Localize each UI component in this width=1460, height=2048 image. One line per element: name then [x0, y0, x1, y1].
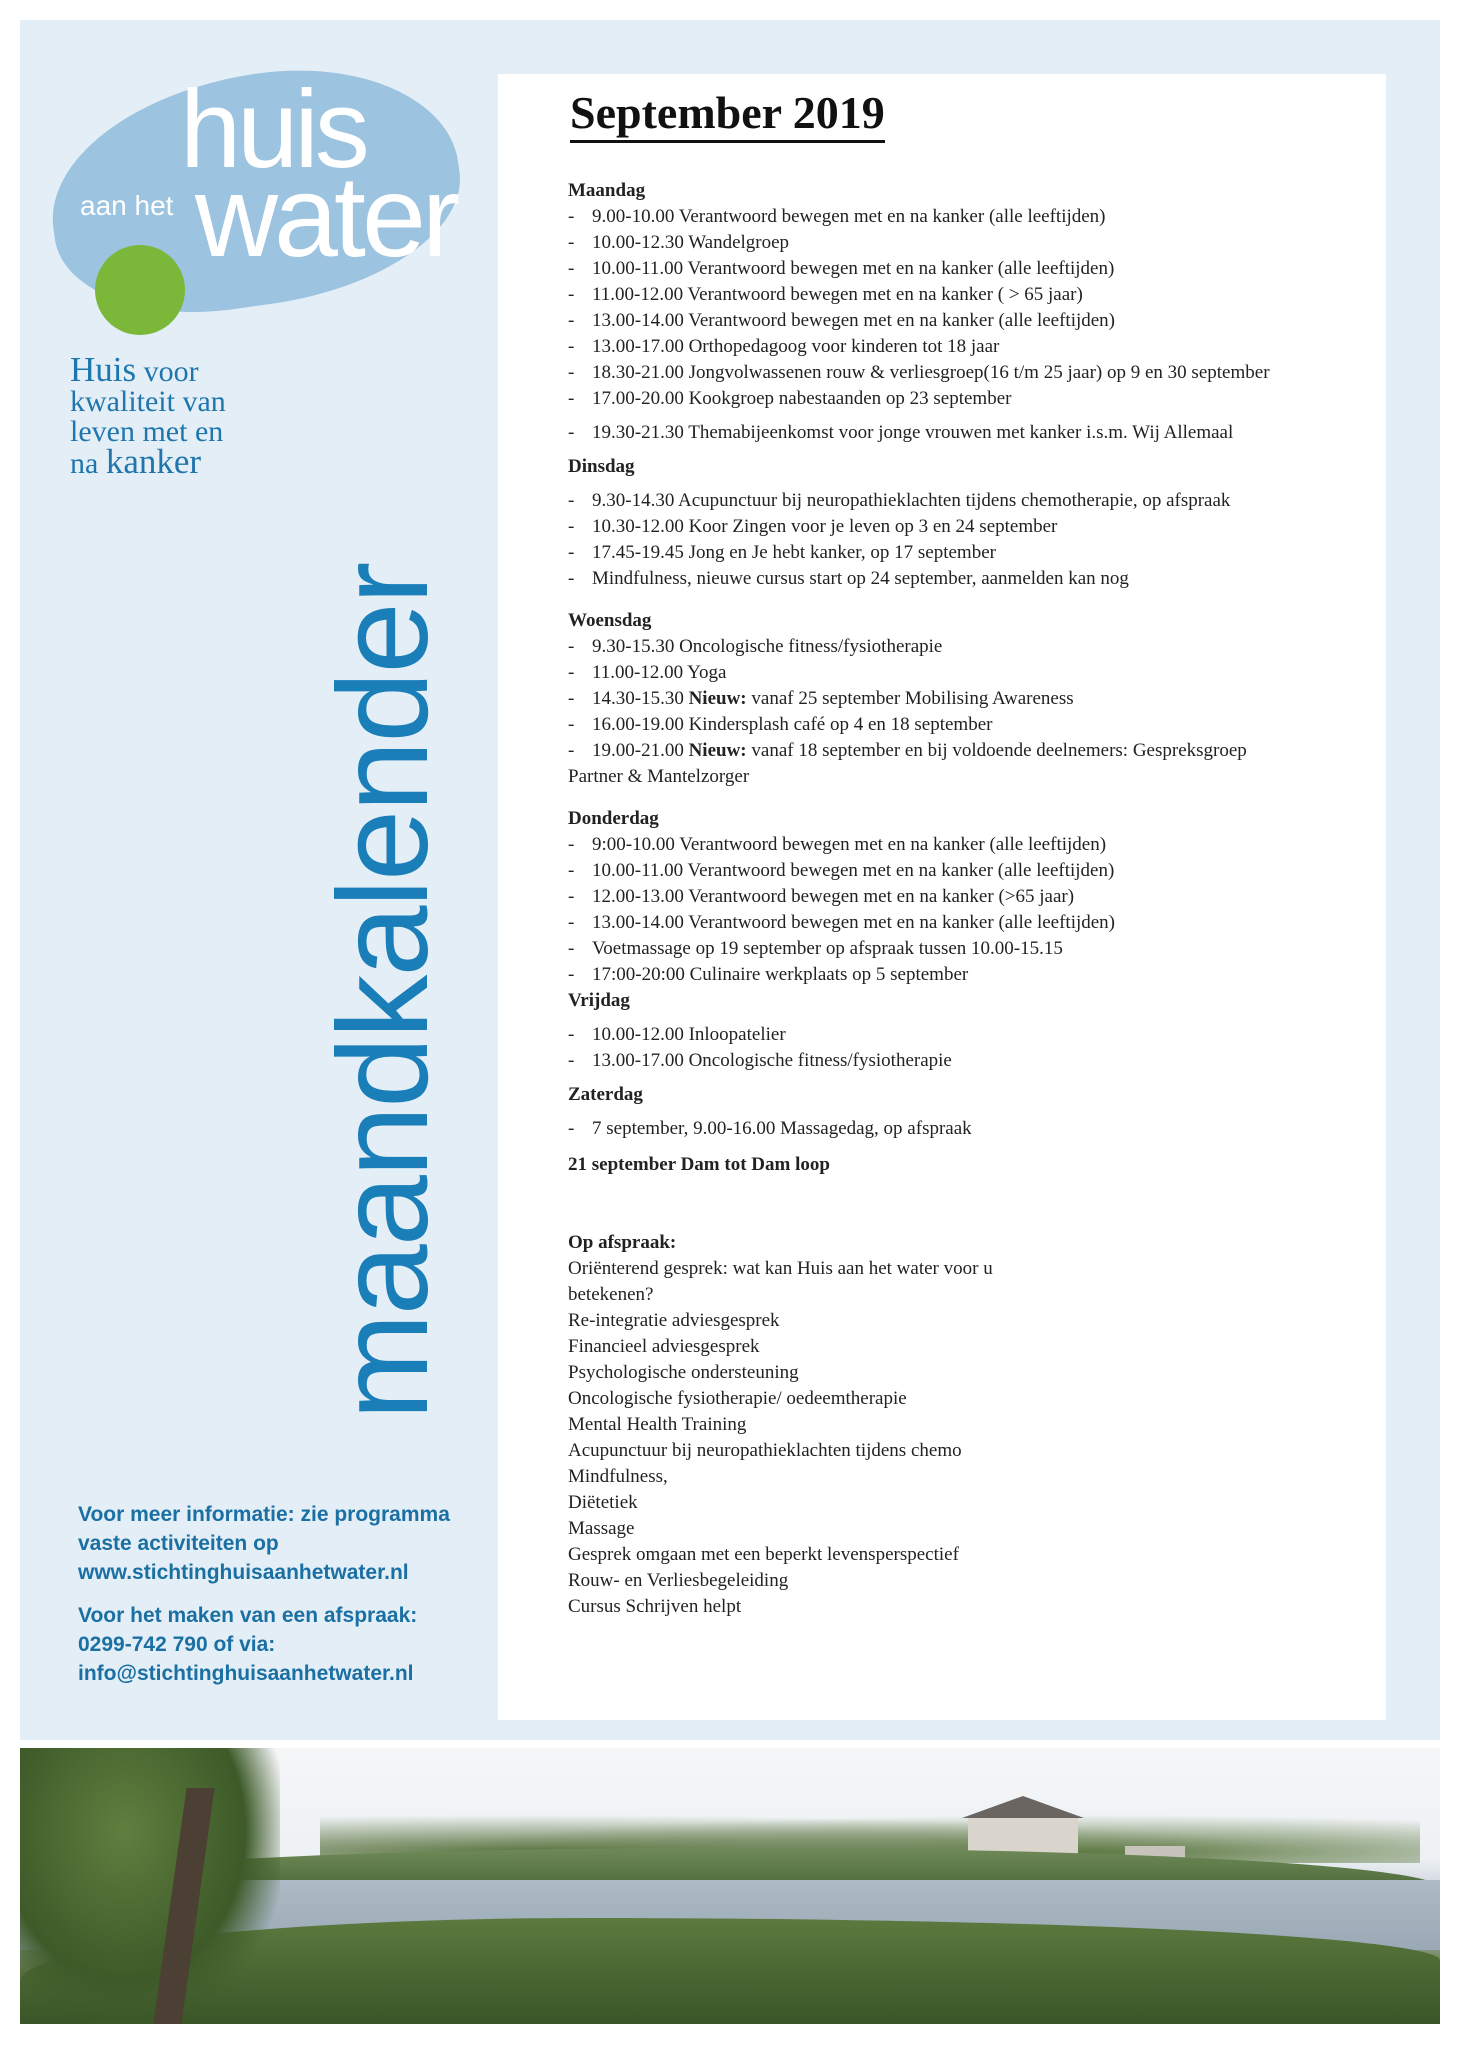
list-item: - 12.00-13.00 Verantwoord bewegen met en na kanker (>65 jaar) [568, 884, 1368, 910]
list-woensdag [568, 634, 1368, 764]
appointment-item: Rouw- en Verliesbegeleiding [568, 1570, 789, 1591]
appointment-item: Oriënterend gesprek: wat kan Huis aan het water voor u [568, 1258, 993, 1279]
list-item: - 10.00-11.00 Verantwoord bewegen met en na kanker (alle leeftijden) [568, 256, 1368, 282]
list-item: - 9.00-10.00 Verantwoord bewegen met en na kanker (alle leeftijden) [568, 204, 1368, 230]
list-item: - 18.30-21.00 Jongvolwassenen rouw & verliesgroep(16 t/m 25 jaar) op 9 en 30 september [568, 360, 1368, 386]
appointment-item: Oncologische fysiotherapie/ oedeemtherapie [568, 1388, 907, 1409]
list-item: - 17.00-20.00 Kookgroep nabestaanden op 23 september [568, 386, 1368, 412]
email-link[interactable]: info@stichtinghuisaanhetwater.nl [78, 1662, 414, 1685]
list-item: - 9.30-14.30 Acupunctuur bij neuropathieklachten tijdens chemotherapie, op afspraak [568, 488, 1368, 514]
appointment-item: Psychologische ondersteuning [568, 1362, 799, 1383]
appointment-item: Cursus Schrijven helpt [568, 1596, 742, 1617]
list-item: - 13.00-14.00 Verantwoord bewegen met en na kanker (alle leeftijden) [568, 910, 1368, 936]
day-heading-dinsdag: Dinsdag [568, 456, 635, 477]
tagline [70, 350, 330, 481]
schedule [568, 178, 1368, 1620]
list-maandag-extra [568, 420, 1368, 446]
list-item: - 10.00-12.00 Inloopatelier [568, 1022, 1368, 1048]
list-item: - 10.00-11.00 Verantwoord bewegen met en na kanker (alle leeftijden) [568, 858, 1368, 884]
appointment-item: Acupunctuur bij neuropathieklachten tijdens chemo [568, 1440, 962, 1461]
list-item: - 7 september, 9.00-16.00 Massagedag, op afspraak [568, 1116, 1368, 1142]
list-item: - 13.00-17.00 Orthopedagoog voor kinderen tot 18 jaar [568, 334, 1368, 360]
nieuw-label: Nieuw: [688, 740, 747, 761]
list-item: - Voetmassage op 19 september op afspraak tussen 10.00-15.15 [568, 936, 1368, 962]
logo-word-water: water [195, 153, 457, 281]
lake-landscape-photo [20, 1748, 1440, 2024]
tagline-voor: voor [136, 355, 199, 388]
list-item: - 19.00-21.00 Nieuw: vanaf 18 september en bij voldoende deelnemers: Gespreksgroep [568, 738, 1368, 764]
list-vrijdag [568, 1022, 1368, 1074]
foreground-tree [20, 1748, 280, 2024]
list-item: - 10.00-12.30 Wandelgroep [568, 230, 1368, 256]
list-item: - 17:00-20:00 Culinaire werkplaats op 5 september [568, 962, 1368, 988]
vertical-title: maandkalender [312, 563, 455, 1420]
tagline-kanker: kanker [105, 442, 202, 481]
appointments-section [568, 1230, 1368, 1620]
tagline-huis: Huis [70, 350, 137, 389]
list-item: - 13.00-17.00 Oncologische fitness/fysiotherapie [568, 1048, 1368, 1074]
list-zaterdag [568, 1116, 1368, 1142]
appointment-item: Massage [568, 1518, 635, 1539]
logo-word-huis: huis [180, 68, 366, 191]
tagline-line-3: leven met en [70, 415, 224, 448]
contact-info [78, 1500, 498, 1702]
list-item: - 11.00-12.00 Verantwoord bewegen met en na kanker ( > 65 jaar) [568, 282, 1368, 308]
appointment-item: Mental Health Training [568, 1414, 747, 1435]
list-item: - 10.30-12.00 Koor Zingen voor je leven op 3 en 24 september [568, 514, 1368, 540]
nieuw-label: Nieuw: [688, 688, 747, 709]
page-title: September 2019 [570, 88, 885, 143]
logo-green-dot [95, 245, 185, 335]
info-line-1: Voor meer informatie: zie programma [78, 1503, 450, 1526]
day-heading-zaterdag: Zaterdag [568, 1084, 643, 1105]
list-item: - 9.30-15.30 Oncologische fitness/fysiotherapie [568, 634, 1368, 660]
tagline-line-2: kwaliteit van [70, 385, 226, 418]
tagline-na: na [70, 447, 106, 480]
phone-number[interactable]: 0299-742 790 of via: [78, 1633, 276, 1656]
list-item: - 14.30-15.30 Nieuw: vanaf 25 september Mobilising Awareness [568, 686, 1368, 712]
appointment-item: Gesprek omgaan met een beperkt levensperspectief [568, 1544, 959, 1565]
day-heading-maandag: Maandag [568, 180, 646, 201]
website-link[interactable]: www.stichtinghuisaanhetwater.nl [78, 1561, 409, 1584]
huis-aan-het-water-logo [50, 55, 470, 345]
list-item: - 17.45-19.45 Jong en Je hebt kanker, op 17 september [568, 540, 1368, 566]
list-item: - 16.00-19.00 Kindersplash café op 4 en 18 september [568, 712, 1368, 738]
appointment-item: Mindfulness, [568, 1466, 668, 1487]
list-donderdag [568, 832, 1368, 988]
list-dinsdag [568, 488, 1368, 592]
day-heading-vrijdag: Vrijdag [568, 990, 630, 1011]
appointment-line-1: Voor het maken van een afspraak: [78, 1604, 418, 1627]
event-highlight: 21 september Dam tot Dam loop [568, 1154, 830, 1175]
calendar-panel [498, 74, 1386, 1720]
day-heading-donderdag: Donderdag [568, 808, 659, 829]
info-line-2: vaste activiteiten op [78, 1532, 279, 1555]
appointments-heading: Op afspraak: [568, 1232, 677, 1253]
list-item: - 9:00-10.00 Verantwoord bewegen met en na kanker (alle leeftijden) [568, 832, 1368, 858]
list-item: - 13.00-14.00 Verantwoord bewegen met en na kanker (alle leeftijden) [568, 308, 1368, 334]
day-heading-woensdag: Woensdag [568, 610, 652, 631]
list-item: - Mindfulness, nieuwe cursus start op 24 september, aanmelden kan nog [568, 566, 1368, 592]
list-item: - 11.00-12.00 Yoga [568, 660, 1368, 686]
list-item: - 19.30-21.30 Themabijeenkomst voor jonge vrouwen met kanker i.s.m. Wij Allemaal [568, 420, 1368, 446]
appointment-item: betekenen? [568, 1284, 654, 1305]
appointment-item: Re-integratie adviesgesprek [568, 1310, 780, 1331]
list-maandag [568, 204, 1368, 412]
appointment-item: Diëtetiek [568, 1492, 638, 1513]
list-item-continuation: Partner & Mantelzorger [568, 766, 750, 787]
appointment-item: Financieel adviesgesprek [568, 1336, 760, 1357]
logo-word-aan-het: aan het [80, 190, 174, 221]
